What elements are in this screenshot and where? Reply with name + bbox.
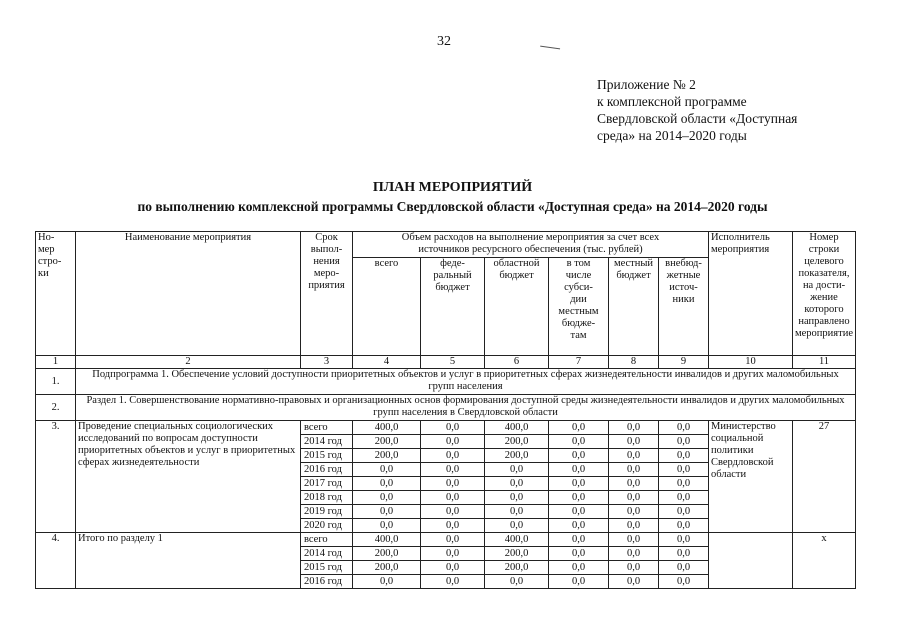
col-number: 6	[485, 356, 549, 369]
local-cell: 0,0	[609, 533, 659, 547]
extra-cell: 0,0	[659, 435, 709, 449]
total-cell: 0,0	[353, 505, 421, 519]
local-cell: 0,0	[609, 435, 659, 449]
subsidies-cell: 0,0	[549, 575, 609, 589]
regional-cell: 0,0	[485, 505, 549, 519]
federal-cell: 0,0	[421, 575, 485, 589]
col-number: 11	[793, 356, 856, 369]
hdr-total: всего	[353, 258, 421, 356]
hdr-row-number: Но- мер стро- ки	[36, 232, 76, 356]
regional-cell: 0,0	[485, 575, 549, 589]
term-cell: 2015 год	[301, 449, 353, 463]
appendix-note	[597, 76, 797, 144]
term-cell: 2014 год	[301, 547, 353, 561]
regional-cell: 0,0	[485, 477, 549, 491]
subsidies-cell: 0,0	[549, 561, 609, 575]
section-number: 1.	[36, 369, 76, 395]
federal-cell: 0,0	[421, 421, 485, 435]
hdr-indicator: Номер строки целевого показателя, на дости- жение которого направлено мероприятие	[793, 232, 856, 356]
plan-table	[35, 231, 856, 589]
total-cell: 200,0	[353, 435, 421, 449]
item-number: 3.	[36, 421, 76, 533]
subsidies-cell: 0,0	[549, 519, 609, 533]
term-cell: всего	[301, 533, 353, 547]
extra-cell: 0,0	[659, 477, 709, 491]
section-title: Подпрограмма 1. Обеспечение условий доступности приоритетных объектов и услуг в приоритетных сферах жизнедеятельности инвалидов и других маломобильных групп населения	[76, 369, 856, 395]
hdr-executor: Исполнитель мероприятия	[709, 232, 793, 356]
item-name: Итого по разделу 1	[76, 533, 301, 589]
appendix-line-3: Свердловской области «Доступная	[597, 111, 798, 126]
subsidies-cell: 0,0	[549, 463, 609, 477]
subsidies-cell: 0,0	[549, 505, 609, 519]
col-number: 8	[609, 356, 659, 369]
subsidies-cell: 0,0	[549, 491, 609, 505]
term-cell: 2019 год	[301, 505, 353, 519]
col-number: 3	[301, 356, 353, 369]
col-number: 10	[709, 356, 793, 369]
local-cell: 0,0	[609, 547, 659, 561]
hdr-activity-name: Наименование мероприятия	[76, 232, 301, 356]
term-cell: всего	[301, 421, 353, 435]
section-number: 2.	[36, 395, 76, 421]
term-cell: 2015 год	[301, 561, 353, 575]
term-cell: 2018 год	[301, 491, 353, 505]
subsidies-cell: 0,0	[549, 533, 609, 547]
local-cell: 0,0	[609, 561, 659, 575]
local-cell: 0,0	[609, 575, 659, 589]
local-cell: 0,0	[609, 463, 659, 477]
hdr-regional: областной бюджет	[485, 258, 549, 356]
federal-cell: 0,0	[421, 477, 485, 491]
page-number: 32	[437, 34, 451, 49]
regional-cell: 400,0	[485, 421, 549, 435]
federal-cell: 0,0	[421, 491, 485, 505]
hdr-extra: внебюд- жетные источ- ники	[659, 258, 709, 356]
federal-cell: 0,0	[421, 547, 485, 561]
executor-cell: Министерство социальной политики Свердловской области	[709, 421, 793, 533]
federal-cell: 0,0	[421, 519, 485, 533]
extra-cell: 0,0	[659, 547, 709, 561]
document-subtitle: по выполнению комплексной программы Свердловской области «Доступная среда» на 2014–2020 годы	[137, 199, 768, 214]
local-cell: 0,0	[609, 519, 659, 533]
section-title: Раздел 1. Совершенствование нормативно-правовых и организационных основ формирования доступной среды жизнедеятельности инвалидов и других маломобильных групп населения в Свердловской области	[76, 395, 856, 421]
total-cell: 0,0	[353, 491, 421, 505]
local-cell: 0,0	[609, 505, 659, 519]
col-number: 4	[353, 356, 421, 369]
document-title: ПЛАН МЕРОПРИЯТИЙ	[372, 180, 533, 195]
subsidies-cell: 0,0	[549, 449, 609, 463]
total-cell: 0,0	[353, 477, 421, 491]
extra-cell: 0,0	[659, 519, 709, 533]
item-name: Проведение специальных социологических исследований по вопросам доступности приоритетных объектов и услуг в приоритетных сферах жизнедеятельности	[76, 421, 301, 533]
indicator-cell: х	[793, 533, 856, 589]
regional-cell: 0,0	[485, 463, 549, 477]
subsidies-cell: 0,0	[549, 477, 609, 491]
regional-cell: 200,0	[485, 449, 549, 463]
subsidies-cell: 0,0	[549, 435, 609, 449]
federal-cell: 0,0	[421, 561, 485, 575]
extra-cell: 0,0	[659, 533, 709, 547]
regional-cell: 400,0	[485, 533, 549, 547]
local-cell: 0,0	[609, 491, 659, 505]
total-cell: 200,0	[353, 547, 421, 561]
col-number: 5	[421, 356, 485, 369]
term-cell: 2014 год	[301, 435, 353, 449]
subsidies-cell: 0,0	[549, 421, 609, 435]
hdr-subsidies: в том числе субси- дии местным бюдже- там	[549, 258, 609, 356]
local-cell: 0,0	[609, 449, 659, 463]
regional-cell: 200,0	[485, 561, 549, 575]
federal-cell: 0,0	[421, 435, 485, 449]
total-cell: 200,0	[353, 561, 421, 575]
appendix-line-4: среда» на 2014–2020 годы	[597, 128, 747, 143]
hdr-local: местный бюджет	[609, 258, 659, 356]
appendix-line-2: к комплексной программе	[597, 94, 747, 109]
total-cell: 400,0	[353, 533, 421, 547]
extra-cell: 0,0	[659, 463, 709, 477]
federal-cell: 0,0	[421, 463, 485, 477]
regional-cell: 0,0	[485, 519, 549, 533]
total-cell: 400,0	[353, 421, 421, 435]
total-cell: 200,0	[353, 449, 421, 463]
extra-cell: 0,0	[659, 421, 709, 435]
federal-cell: 0,0	[421, 449, 485, 463]
term-cell: 2016 год	[301, 575, 353, 589]
federal-cell: 0,0	[421, 533, 485, 547]
appendix-line-1: Приложение № 2	[597, 77, 696, 92]
executor-cell	[709, 533, 793, 589]
col-number: 2	[76, 356, 301, 369]
extra-cell: 0,0	[659, 449, 709, 463]
term-cell: 2017 год	[301, 477, 353, 491]
local-cell: 0,0	[609, 421, 659, 435]
total-cell: 0,0	[353, 463, 421, 477]
indicator-cell: 27	[793, 421, 856, 533]
hdr-federal: феде- ральный бюджет	[421, 258, 485, 356]
term-cell: 2016 год	[301, 463, 353, 477]
hdr-term: Срок выпол- нения меро- приятия	[301, 232, 353, 356]
stray-mark	[540, 46, 560, 52]
item-number: 4.	[36, 533, 76, 589]
col-number: 1	[36, 356, 76, 369]
extra-cell: 0,0	[659, 505, 709, 519]
regional-cell: 200,0	[485, 547, 549, 561]
total-cell: 0,0	[353, 519, 421, 533]
hdr-expense-volume: Объем расходов на выполнение мероприятия за счет всех источников ресурсного обеспечения (тыс. рублей)	[353, 232, 709, 258]
subsidies-cell: 0,0	[549, 547, 609, 561]
regional-cell: 200,0	[485, 435, 549, 449]
col-number: 9	[659, 356, 709, 369]
regional-cell: 0,0	[485, 491, 549, 505]
extra-cell: 0,0	[659, 491, 709, 505]
col-number: 7	[549, 356, 609, 369]
local-cell: 0,0	[609, 477, 659, 491]
total-cell: 0,0	[353, 575, 421, 589]
federal-cell: 0,0	[421, 505, 485, 519]
extra-cell: 0,0	[659, 575, 709, 589]
extra-cell: 0,0	[659, 561, 709, 575]
term-cell: 2020 год	[301, 519, 353, 533]
